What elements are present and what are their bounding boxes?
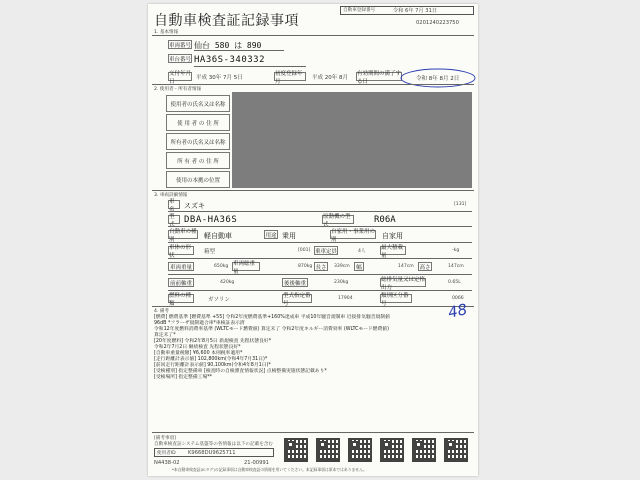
- purpose-label: 自家用・事業用の別: [331, 228, 376, 243]
- gross-weight-value: 870kg: [298, 264, 313, 269]
- engine-label: 原動機の型式: [322, 215, 354, 224]
- body-shape-label: 車体の形状: [168, 246, 194, 255]
- body-shape-code: [001]: [298, 248, 311, 253]
- remark-line: [20年度燃料] 令和2年8月5日 新規検査 先程状態良好*: [154, 339, 272, 344]
- registration-label: 車両番号: [168, 40, 192, 49]
- class-number-label: 類別区分番号: [380, 294, 412, 303]
- front-axle-label: 前前軸重: [168, 278, 194, 287]
- capacity-label: 乗車定員: [314, 246, 338, 255]
- height-value: 147cm: [448, 264, 464, 269]
- width-label: 幅: [354, 262, 364, 271]
- remarks-block: [154, 315, 472, 381]
- user-name-label: 使用者の氏名又は名称: [166, 95, 230, 112]
- remark-line: [燃費] 燃費基準 [燃費基準 +55] 令和2年度燃費基準+160%達成車 平成10年騒音規制車 近接排気騒音規制値: [154, 315, 390, 320]
- qr-code: [348, 438, 372, 462]
- use-value: 乗用: [282, 232, 296, 240]
- class-number-value: 0066: [452, 296, 464, 301]
- section-vehicle-heading: 3. 車両詳細情報: [154, 193, 188, 198]
- remark-line: 令和2年7月2日 継続検査 先程状態良好*: [154, 345, 241, 350]
- document-number: 0201240223750: [416, 20, 459, 26]
- expiry-value: 令和 8年 8月 2日: [416, 76, 460, 82]
- body-shape-value: 箱型: [204, 249, 216, 255]
- remark-line: 令和12年度燃料消費率基準 (WLTCモード燃費値) 算定未了 令和2年度ネルギー消費効率 (WLTCモード燃費値): [154, 327, 389, 332]
- vin-label: 車台番号: [168, 54, 192, 63]
- issue-date-value: 令和 6年 7月 31日: [393, 8, 438, 14]
- engine-value: R06A: [374, 215, 396, 225]
- section-basic-info-heading: 1. 基本情報: [154, 30, 179, 35]
- qr-code: [316, 438, 340, 462]
- rear-axle-value: 230kg: [334, 280, 349, 285]
- remarks-heading: 4. 備考: [154, 309, 170, 314]
- width-value: 147cm: [398, 264, 414, 269]
- issue-date-field-label: 交付年月日: [169, 70, 192, 85]
- capacity-value: 4人: [358, 249, 366, 254]
- displacement-value: 0.65L: [448, 280, 461, 285]
- remark-line: 算定未了*: [154, 333, 176, 338]
- remark-line: [受検場所] 指定整備工場**: [154, 375, 213, 380]
- footer-note-text: 自動車検査証システム基盤等の各情報は以下の記載を含む: [154, 442, 273, 447]
- length-label: 長さ: [314, 262, 328, 271]
- front-axle-value: 420kg: [220, 280, 235, 285]
- maker-label: 車名: [168, 200, 180, 209]
- fuel-value: ガソリン: [208, 297, 231, 303]
- section-owner-heading: 2. 使用者・所有者情報: [154, 87, 202, 92]
- weight-value: 650kg: [214, 264, 229, 269]
- remark-line: [前回走行距離計表示値] 90,100km(令和4年8月1日)*: [154, 363, 271, 368]
- remark-line: [受検種別] 指定整備車 [検査時の自検審査情報状況] 点検整備実施状態記載あり*: [154, 369, 327, 374]
- redacted-owner-info: [232, 92, 472, 188]
- qr-code: [284, 438, 308, 462]
- qr-code: [412, 438, 436, 462]
- type-number-value: 17904: [338, 296, 353, 301]
- footer-code-left: N4438-02: [154, 460, 180, 466]
- base-location-label: 使用の本拠の位置: [166, 171, 230, 188]
- first-registration-label: 初度登録年月: [274, 72, 306, 81]
- user-id-value: K9668DU9625711: [188, 450, 236, 456]
- footer-code-right: 21-00991: [244, 460, 269, 466]
- user-address-label: 使 用 者 の 住 所: [166, 114, 230, 131]
- registration-number: 仙台 580 は 890: [194, 41, 262, 50]
- handwritten-number: 48: [446, 300, 469, 322]
- model-value: DBA-HA36S: [184, 215, 238, 225]
- user-id-label: 使用者ID: [157, 451, 176, 456]
- length-value: 339cm: [334, 264, 350, 269]
- vin-value: HA36S-340332: [194, 55, 266, 65]
- footer-notice: *本自動車検査証(ICタグ)の記録事項は自動車検査証の情報を用いてください。本記録事項は原本ではありません。: [172, 467, 367, 472]
- displacement-label: 総排気量又は定格出力: [381, 276, 426, 291]
- model-label: 型式: [168, 215, 180, 224]
- use-label: 用途: [264, 230, 278, 239]
- max-load-value: -kg: [452, 248, 460, 253]
- issue-date-label: 自動車登録番号: [343, 8, 376, 13]
- footer-note-heading: [備考事項]: [154, 436, 176, 441]
- owner-address-label: 所 有 者 の 住 所: [166, 152, 230, 169]
- weight-label: 車両重量: [168, 262, 194, 271]
- first-registration-value: 平成 20年 8月: [312, 75, 348, 81]
- type-number-label: 型式指定番号: [283, 292, 311, 307]
- document-title: 自動車検査証記録事項: [154, 13, 299, 29]
- gross-weight-label: 車両総重量: [232, 262, 260, 271]
- remark-line: [自動車重量税額] ¥6,600 本則税率適用*: [154, 351, 243, 356]
- maker-value: スズキ: [184, 202, 205, 210]
- expiry-label: 有効期間の満了する日: [357, 70, 402, 85]
- purpose-value: 自家用: [382, 232, 403, 240]
- qr-code: [380, 438, 404, 462]
- maker-code: [131]: [454, 202, 467, 207]
- owner-name-label: 所有者の氏名又は名称: [166, 133, 230, 150]
- handwritten-circle: [398, 66, 478, 90]
- rear-axle-label: 後後軸重: [282, 278, 308, 287]
- vehicle-kind-value: 軽自動車: [204, 232, 232, 240]
- qr-code: [444, 438, 468, 462]
- max-load-label: 最大積載量: [380, 246, 406, 255]
- fuel-label: 燃料の種類: [168, 294, 194, 303]
- remark-line: 96dB *フラーザ規制適合車*車検証表示済: [154, 321, 245, 326]
- inspection-record-sheet: [148, 4, 478, 476]
- height-label: 高さ: [418, 262, 432, 271]
- vehicle-kind-label: 自動車の種別: [169, 228, 197, 243]
- issue-date-field-value: 平成 30年 7月 5日: [196, 75, 243, 81]
- remark-line: [走行距離計表示値] 102,800km(令和4年7月31日)*: [154, 357, 268, 362]
